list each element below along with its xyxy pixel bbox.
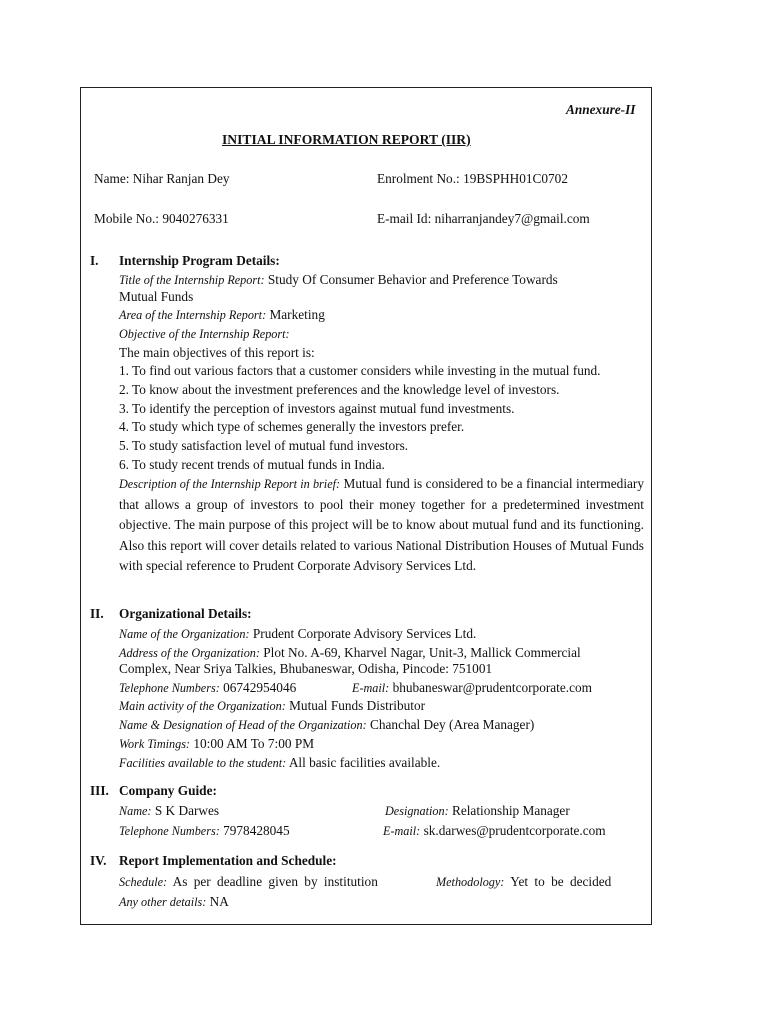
objective-item: 1. To find out various factors that a customer considers while investing in the mutual fund. bbox=[119, 363, 601, 378]
objectives-intro: The main objectives of this report is: bbox=[119, 345, 315, 360]
section-1-numeral: I. bbox=[90, 253, 99, 268]
section-2-heading: Organizational Details: bbox=[119, 606, 252, 621]
internship-title: Title of the Internship Report: Study Of Consumer Behavior and Preference Towards bbox=[119, 272, 558, 287]
email-id: E-mail Id: niharranjandey7@gmail.com bbox=[377, 211, 590, 226]
section-1-heading: Internship Program Details: bbox=[119, 253, 280, 268]
guide-phone: Telephone Numbers: 7978428045 bbox=[119, 823, 290, 838]
section-4-heading: Report Implementation and Schedule: bbox=[119, 853, 337, 868]
description-paragraph: Description of the Internship Report in brief: Mutual fund is considered to be a financial intermediary that allows a group of investors to pool their money together for a predetermined investment objective. The main purpose of this project will be to know about mutual fund and its functioning. Also this report will cover details related to various National Distribution Houses of Mutual Funds with special reference to Prudent Corporate Advisory Services Ltd. bbox=[119, 476, 644, 574]
other-details: Any other details: NA bbox=[119, 894, 229, 909]
objective-item: 4. To study which type of schemes generally the investors prefer. bbox=[119, 419, 465, 434]
section-3-numeral: III. bbox=[90, 783, 109, 798]
student-name: Name: Nihar Ranjan Dey bbox=[94, 171, 230, 186]
organization-address-cont: Complex, Near Sriya Talkies, Bhubaneswar, Odisha, Pincode: 751001 bbox=[119, 661, 493, 676]
objective-item: 5. To study satisfaction level of mutual fund investors. bbox=[119, 438, 409, 453]
internship-area: Area of the Internship Report: Marketing bbox=[119, 307, 325, 322]
facilities: Facilities available to the student: All basic facilities available. bbox=[119, 755, 441, 770]
schedule: Schedule: As per deadline given by institution bbox=[119, 874, 378, 889]
section-3-heading: Company Guide: bbox=[119, 783, 217, 798]
guide-email: E-mail: sk.darwes@prudentcorporate.com bbox=[383, 823, 606, 838]
section-2-numeral: II. bbox=[90, 606, 104, 621]
organization-head: Name & Designation of Head of the Organization: Chanchal Dey (Area Manager) bbox=[119, 717, 535, 732]
report-title: INITIAL INFORMATION REPORT (IIR) bbox=[222, 132, 471, 147]
internship-title-cont: Mutual Funds bbox=[119, 289, 194, 304]
mobile-number: Mobile No.: 9040276331 bbox=[94, 211, 229, 226]
organization-phone: Telephone Numbers: 06742954046 bbox=[119, 680, 297, 695]
organization-address: Address of the Organization: Plot No. A-69, Kharvel Nagar, Unit-3, Mallick Commercial bbox=[119, 645, 581, 660]
objective-label: Objective of the Internship Report: bbox=[119, 327, 290, 341]
guide-name: Name: S K Darwes bbox=[119, 803, 220, 818]
organization-name: Name of the Organization: Prudent Corporate Advisory Services Ltd. bbox=[119, 626, 477, 641]
work-timings: Work Timings: 10:00 AM To 7:00 PM bbox=[119, 736, 315, 751]
enrolment-number: Enrolment No.: 19BSPHH01C0702 bbox=[377, 171, 568, 186]
organization-email: E-mail: bhubaneswar@prudentcorporate.com bbox=[352, 680, 592, 695]
section-4-numeral: IV. bbox=[90, 853, 107, 868]
objective-item: 6. To study recent trends of mutual funds in India. bbox=[119, 457, 385, 472]
methodology: Methodology: Yet to be decided bbox=[436, 874, 612, 889]
annexure-label: Annexure-II bbox=[566, 102, 636, 117]
organization-activity: Main activity of the Organization: Mutual Funds Distributor bbox=[119, 698, 426, 713]
objective-item: 2. To know about the investment preferences and the knowledge level of investors. bbox=[119, 382, 560, 397]
guide-designation: Designation: Relationship Manager bbox=[385, 803, 570, 818]
objective-item: 3. To identify the perception of investors against mutual fund investments. bbox=[119, 401, 515, 416]
